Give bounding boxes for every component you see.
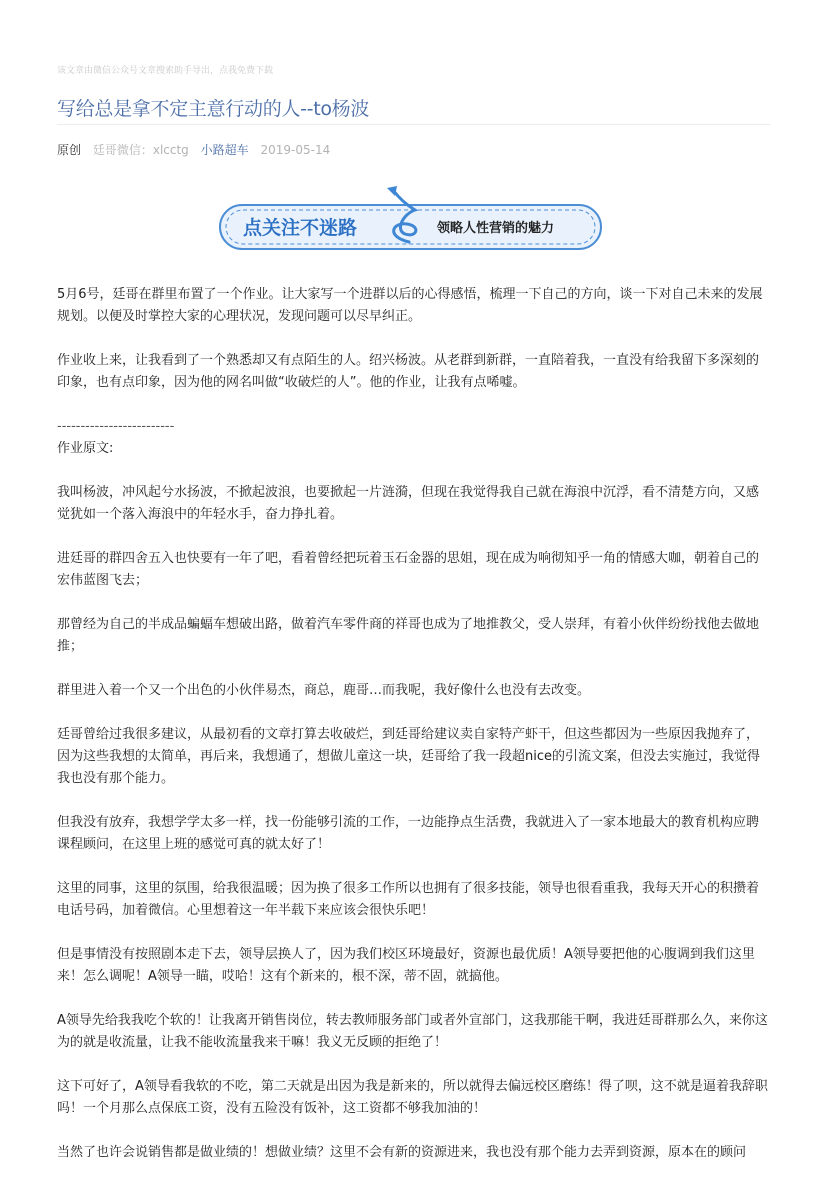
author-name: 廷哥微信：xlcctg (92, 143, 189, 157)
banner-right-text: 领略人性营销的魅力 (437, 221, 555, 236)
paragraph: 作业原文: (57, 441, 114, 456)
paragraph: 廷哥曾给过我很多建议，从最初看的文章打算去收破烂，到廷哥给建议卖自家特产虾干，但这些都因为一些原因我抛弃了，因为这些我想的太简单，再后来，我想通了，想做儿童这一块，廷哥给了我一段超nice的引流文案，但没去实施过，我觉得我也没有那个能力。 (57, 727, 760, 786)
paragraph: 那曾经为自己的半成品蝙蝠车想破出路，做着汽车零件商的祥哥也成为了地推教父，受人崇拜，有着小伙伴纷纷找他去做地推； (57, 617, 760, 654)
banner-left-text: 点关注不迷路 (243, 217, 358, 239)
separator-line: ------------------------- (57, 419, 175, 434)
article-body (57, 284, 769, 1186)
article-meta (57, 141, 338, 158)
article-title: 写给总是拿不定主意行动的人--to杨波 (57, 98, 370, 120)
paragraph: 这里的同事，这里的氛围，给我很温暖；因为换了很多工作所以也拥有了很多技能，领导也很看重我，我每天开心的积攒着电话号码，加着微信。心里想着这一年半载下来应该会很快乐吧！ (57, 881, 760, 918)
paragraph: 进廷哥的群四舍五入也快要有一年了吧，看着曾经把玩着玉石金器的思姐，现在成为响彻知乎一角的情感大咖，朝着自己的宏伟蓝图飞去； (57, 551, 760, 588)
account-link[interactable]: 小路超车 (200, 143, 249, 157)
publish-date: 2019-05-14 (260, 143, 331, 157)
paragraph: 这下可好了，A领导看我软的不吃，第二天就是出因为我是新来的，所以就得去偏远校区磨练！得了呗，这不就是逼着我辞职吗！一个月那么点保底工资，没有五险没有饭补，这工资都不够我加油的！ (57, 1079, 768, 1116)
paragraph: 5月6号，廷哥在群里布置了一个作业。让大家写一个进群以后的心得感悟，梳理一下自己的方向，谈一下对自己未来的发展规划。以便及时掌控大家的心理状况，发现问题可以尽早纠正。 (57, 287, 763, 324)
paragraph: A领导先给我我吃个软的！让我离开销售岗位，转去教师服务部门或者外宣部门，这我那能干啊，我进廷哥群那么久，来你这为的就是收流量，让我不能收流量我来干嘛！我义无反顾的拒绝了！ (57, 1013, 768, 1050)
title-divider (57, 124, 770, 125)
paragraph: 当然了也许会说销售都是做业绩的！想做业绩？这里不会有新的资源进来，我也没有那个能力去弄到资源，原本在的顾问 (57, 1145, 747, 1160)
paragraph: 群里进入着一个又一个出色的小伙伴易杰，商总，鹿哥…而我呢，我好像什么也没有去改变。 (57, 683, 591, 698)
paragraph: 我叫杨波，冲风起兮水扬波，不掀起波浪，也要掀起一片涟漪，但现在我觉得我自己就在海浪中沉浮，看不清楚方向，又感觉犹如一个落入海浪中的年轻水手，奋力挣扎着。 (57, 485, 760, 522)
export-notice-link[interactable]: 该文章由微信公众号文章搜索助手导出，点我免费下载 (57, 66, 274, 76)
paragraph: 作业收上来，让我看到了一个熟悉却又有点陌生的人。绍兴杨波。从老群到新群，一直陪着我，一直没有给我留下多深刻的印象，也有点印象，因为他的网名叫做“收破烂的人”。他的作业，让我有点唏嘘。 (57, 353, 760, 390)
paragraph: 但是事情没有按照剧本走下去，领导层换人了，因为我们校区环境最好，资源也最优质！A领导要把他的心腹调到我们这里来！怎么调呢！A领导一瞄，哎哈！这有个新来的，根不深，蒂不固，就搞他。 (57, 947, 755, 984)
original-label: 原创 (57, 143, 82, 157)
paragraph: 但我没有放弃，我想学学太多一样，找一份能够引流的工作，一边能挣点生活费，我就进入了一家本地最大的教育机构应聘课程顾问，在这里上班的感觉可真的就太好了！ (57, 815, 760, 852)
follow-banner (217, 186, 605, 252)
